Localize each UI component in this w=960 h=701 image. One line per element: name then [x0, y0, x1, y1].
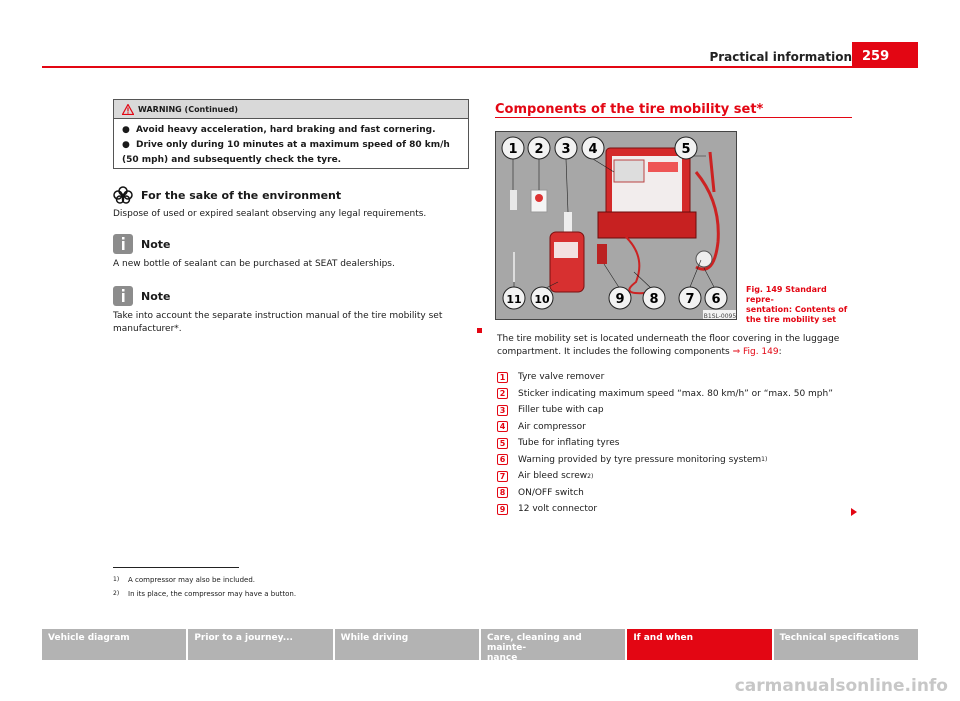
component-number-badge: 8	[497, 487, 508, 498]
note-info-icon	[113, 234, 133, 254]
figure-callout-10	[531, 287, 553, 309]
flower-environment-icon	[113, 186, 133, 204]
warning-item-continued: (50 mph) and subsequently check the tyre.	[122, 155, 342, 165]
warning-triangle-icon	[122, 104, 134, 115]
component-item: 5 Tube for inflating tyres	[497, 435, 854, 452]
figure-callout-9	[609, 287, 631, 309]
warning-item: ● Drive only during 10 minutes at a maximum speed of 80 km/h	[122, 140, 450, 150]
svg-text:2: 2	[534, 142, 544, 157]
svg-text:10: 10	[534, 293, 550, 306]
svg-text:9: 9	[615, 292, 625, 307]
figure-callout-4	[582, 137, 604, 159]
tire-mobility-set-figure	[495, 131, 737, 320]
page-header-title: Practical information	[709, 50, 852, 64]
svg-text:8: 8	[649, 292, 659, 307]
figure-callout-6	[705, 287, 727, 309]
environment-section	[113, 186, 469, 221]
svg-text:5: 5	[681, 142, 691, 157]
note-title: Note	[141, 289, 171, 303]
footnote-ref[interactable]: 1)	[761, 456, 768, 464]
warning-box	[113, 99, 469, 169]
tire-mobility-set-illustration	[496, 132, 737, 320]
component-number-badge: 2	[497, 388, 508, 399]
tab-while-driving[interactable]: While driving	[335, 629, 479, 660]
chapter-tabs	[42, 629, 918, 663]
figure-callout-7	[679, 287, 701, 309]
footnote: 1) A compressor may also be included.	[113, 576, 255, 584]
component-number-badge: 5	[497, 438, 508, 449]
component-number-badge: 6	[497, 454, 508, 465]
tab-care-cleaning[interactable]: Care, cleaning and mainte- nance	[481, 629, 625, 660]
svg-text:4: 4	[588, 142, 598, 157]
figure-caption: Fig. 149 Standard repre- sentation: Contents of the tire mobility set	[746, 285, 848, 324]
note-text-line: manufacturer*.	[113, 324, 182, 334]
footnote-rule	[113, 567, 239, 568]
component-number-badge: 4	[497, 421, 508, 432]
warning-header	[114, 100, 468, 119]
tab-prior-to-journey[interactable]: Prior to a journey...	[188, 629, 332, 660]
figure-code: B1SL-0095	[703, 313, 737, 320]
component-item: 7 Air bleed screw 2)	[497, 468, 854, 485]
warning-title: WARNING (Continued)	[138, 104, 239, 114]
component-item: 3 Filler tube with cap	[497, 402, 854, 419]
svg-text:1: 1	[508, 142, 518, 157]
footnote: 2) In its place, the compressor may have a button.	[113, 590, 297, 598]
components-list	[497, 369, 854, 518]
component-item: 1 Tyre valve remover	[497, 369, 854, 386]
note-text: A new bottle of sealant can be purchased at SEAT dealerships.	[113, 259, 395, 269]
environment-title: For the sake of the environment	[141, 188, 342, 202]
tab-technical-specifications[interactable]: Technical specifications	[774, 629, 918, 660]
note-info-icon	[113, 286, 133, 306]
page-number: 259	[852, 42, 918, 68]
warning-body	[114, 119, 468, 167]
figure-callout-1	[502, 137, 524, 159]
component-item: 8 ON/OFF switch	[497, 485, 854, 502]
svg-text:6: 6	[711, 292, 721, 307]
component-item: 9 12 volt connector	[497, 501, 854, 518]
footnote-ref[interactable]: 2)	[587, 472, 594, 480]
section-end-marker	[477, 328, 482, 333]
note-section-1	[113, 234, 469, 271]
header-rule	[42, 66, 918, 68]
svg-text:11: 11	[506, 293, 522, 306]
figure-callout-2	[528, 137, 550, 159]
note-title: Note	[141, 237, 171, 251]
warning-item: ● Avoid heavy acceleration, hard braking and fast cornering.	[122, 125, 436, 135]
svg-text:3: 3	[561, 142, 571, 157]
component-item: 2 Sticker indicating maximum speed “max. 80 km/h” or “max. 50 mph”	[497, 386, 854, 403]
environment-text: Dispose of used or expired sealant observing any legal requirements.	[113, 209, 427, 219]
components-title: Components of the tire mobility set*	[495, 102, 764, 117]
component-number-badge: 3	[497, 405, 508, 416]
component-number-badge: 1	[497, 372, 508, 383]
svg-text:7: 7	[685, 292, 695, 307]
figure-callout-5	[675, 137, 697, 159]
components-title-rule	[495, 117, 852, 118]
tab-if-and-when[interactable]: If and when	[627, 629, 771, 660]
tab-vehicle-diagram[interactable]: Vehicle diagram	[42, 629, 186, 660]
continue-arrow-icon	[851, 508, 857, 516]
component-number-badge: 7	[497, 471, 508, 482]
figure-callout-3	[555, 137, 577, 159]
components-intro: The tire mobility set is located underneath the floor covering in the luggage compartment. It includes the following components ⇒ Fig. 149:	[497, 334, 840, 357]
figure-link[interactable]: ⇒ Fig. 149	[732, 347, 779, 357]
figure-callout-11	[503, 287, 525, 309]
component-item: 4 Air compressor	[497, 419, 854, 436]
note-text-line: Take into account the separate instruction manual of the tire mobility set	[113, 311, 443, 321]
component-number-badge: 9	[497, 504, 508, 515]
component-item: 6 Warning provided by tyre pressure monitoring system 1)	[497, 452, 854, 469]
watermark: carmanualsonline.info	[734, 676, 948, 696]
note-section-2	[113, 286, 469, 336]
figure-callout-8	[643, 287, 665, 309]
